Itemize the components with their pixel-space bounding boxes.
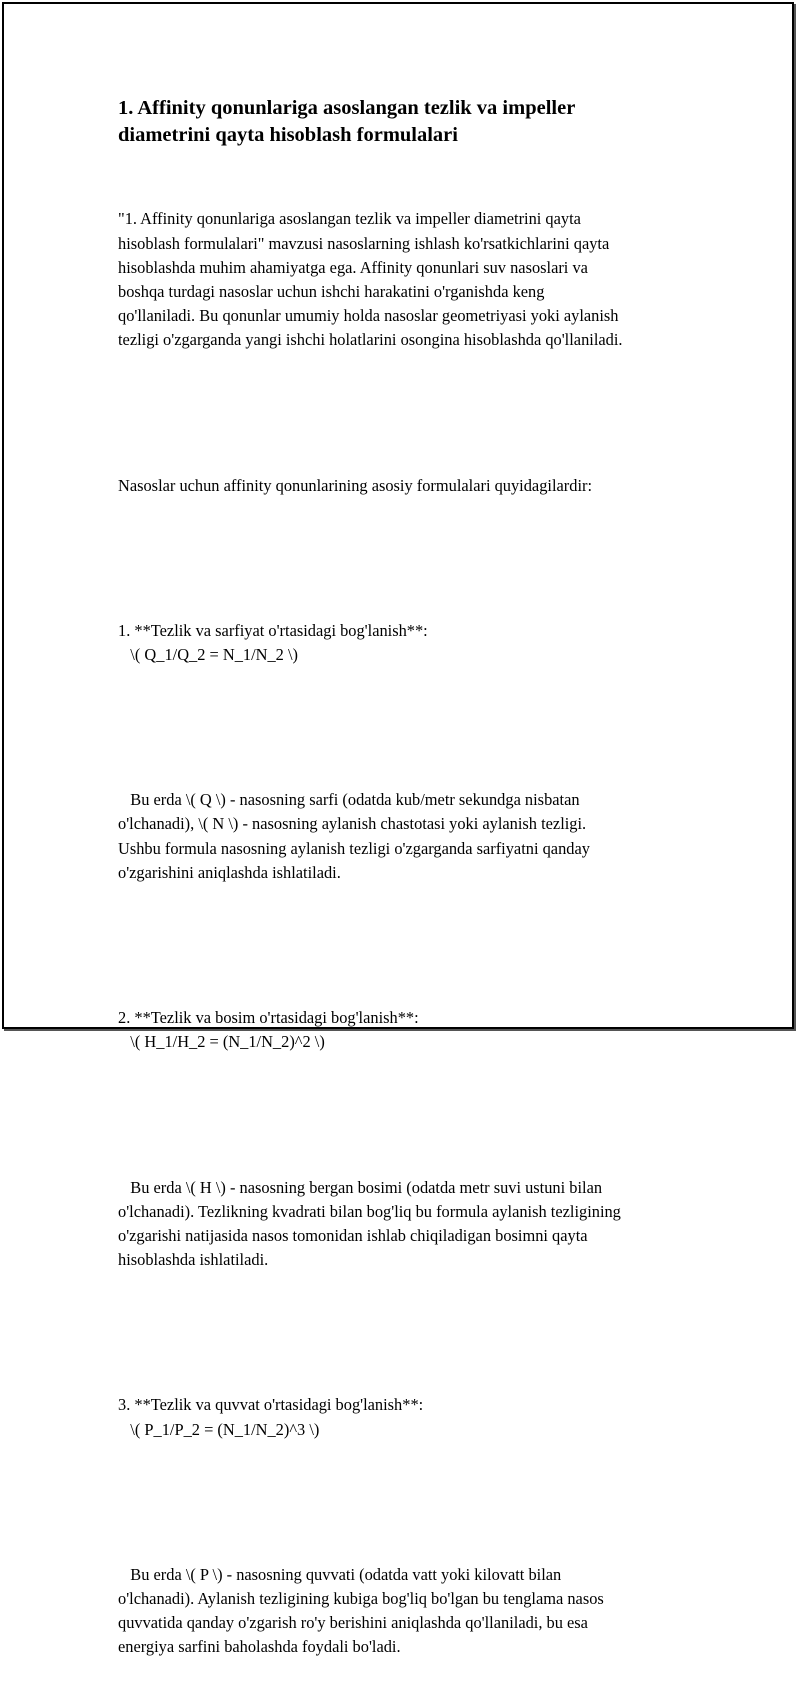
blank-line	[118, 401, 698, 425]
blank-line	[118, 934, 698, 958]
list-item-head-explanation: Bu erda \( H \) - nasosning bergan bosimi (odatda metr suvi ustuni bilan o'lchanadi). Tezlikning kvadrati bilan bog'liq bu formula aylanish tezligining o'zgarishi natijasida nasos tomonidan ishlab chiqiladigan bosimni qayta hisoblashda ishlatiladi.	[118, 1177, 621, 1270]
paragraph-formulas-lead: Nasoslar uchun affinity qonunlarining asosiy formulalari quyidagilardir:	[118, 475, 593, 495]
list-item-flow-explanation: Bu erda \( Q \) - nasosning sarfi (odatda kub/metr sekundga nisbatan o'lchanadi), \( N \) - nasosning aylanish chastotasi yoki aylanish tezligi. Ushbu formula nasosning aylanish tezligi o'zgarganda sarfiyatni qanday o'zgarishini aniqlashda ishlatiladi.	[118, 790, 590, 882]
document-body	[118, 159, 698, 1708]
blank-line	[118, 716, 698, 740]
blank-line	[118, 1103, 698, 1127]
blank-line	[118, 1490, 698, 1514]
list-item-head-heading: 2. **Tezlik va bosim o'rtasidagi bog'lanish**: \( H_1/H_2 = (N_1/N_2)^2 \)	[118, 1008, 419, 1052]
document-title: 1. Affinity qonunlariga asoslangan tezlik va impeller diametrini qayta hisoblash formulalari	[118, 97, 576, 146]
blank-line	[118, 1321, 698, 1345]
document-content	[118, 95, 698, 1708]
paragraph-intro: "1. Affinity qonunlariga asoslangan tezlik va impeller diametrini qayta hisoblash formulalari" mavzusi nasoslarning ishlash ko'rsatkichlarini qayta hisoblashda muhim ahamiyatga ega. Affinity qonunlari suv nasoslari va boshqa turdagi nasoslar uchun ishchi harakatini o'rganishda keng qo'llaniladi. Bu qonunlar umumiy holda nasoslar geometriyasi yoki aylanish tezligi o'zgarganda yangi ishchi holatlarini osongina hisoblashda qo'llaniladi.	[118, 209, 623, 350]
list-item-flow-heading: 1. **Tezlik va sarfiyat o'rtasidagi bog'lanish**: \( Q_1/Q_2 = N_1/N_2 \)	[118, 620, 428, 665]
blank-line	[118, 546, 698, 570]
list-item-power-heading: 3. **Tezlik va quvvat o'rtasidagi bog'lanish**: \( P_1/P_2 = (N_1/N_2)^3 \)	[118, 1395, 424, 1439]
list-item-power-explanation: Bu erda \( P \) - nasosning quvvati (odatda vatt yoki kilovatt bilan o'lchanadi). Aylanish tezligining kubiga bog'liq bo'lgan bu tenglama nasos quvvatida qanday o'zgarish ro'y berishini aniqlashda qo'llaniladi, bu esa energiya sarfini baholashda foydali bo'ladi.	[118, 1564, 604, 1657]
